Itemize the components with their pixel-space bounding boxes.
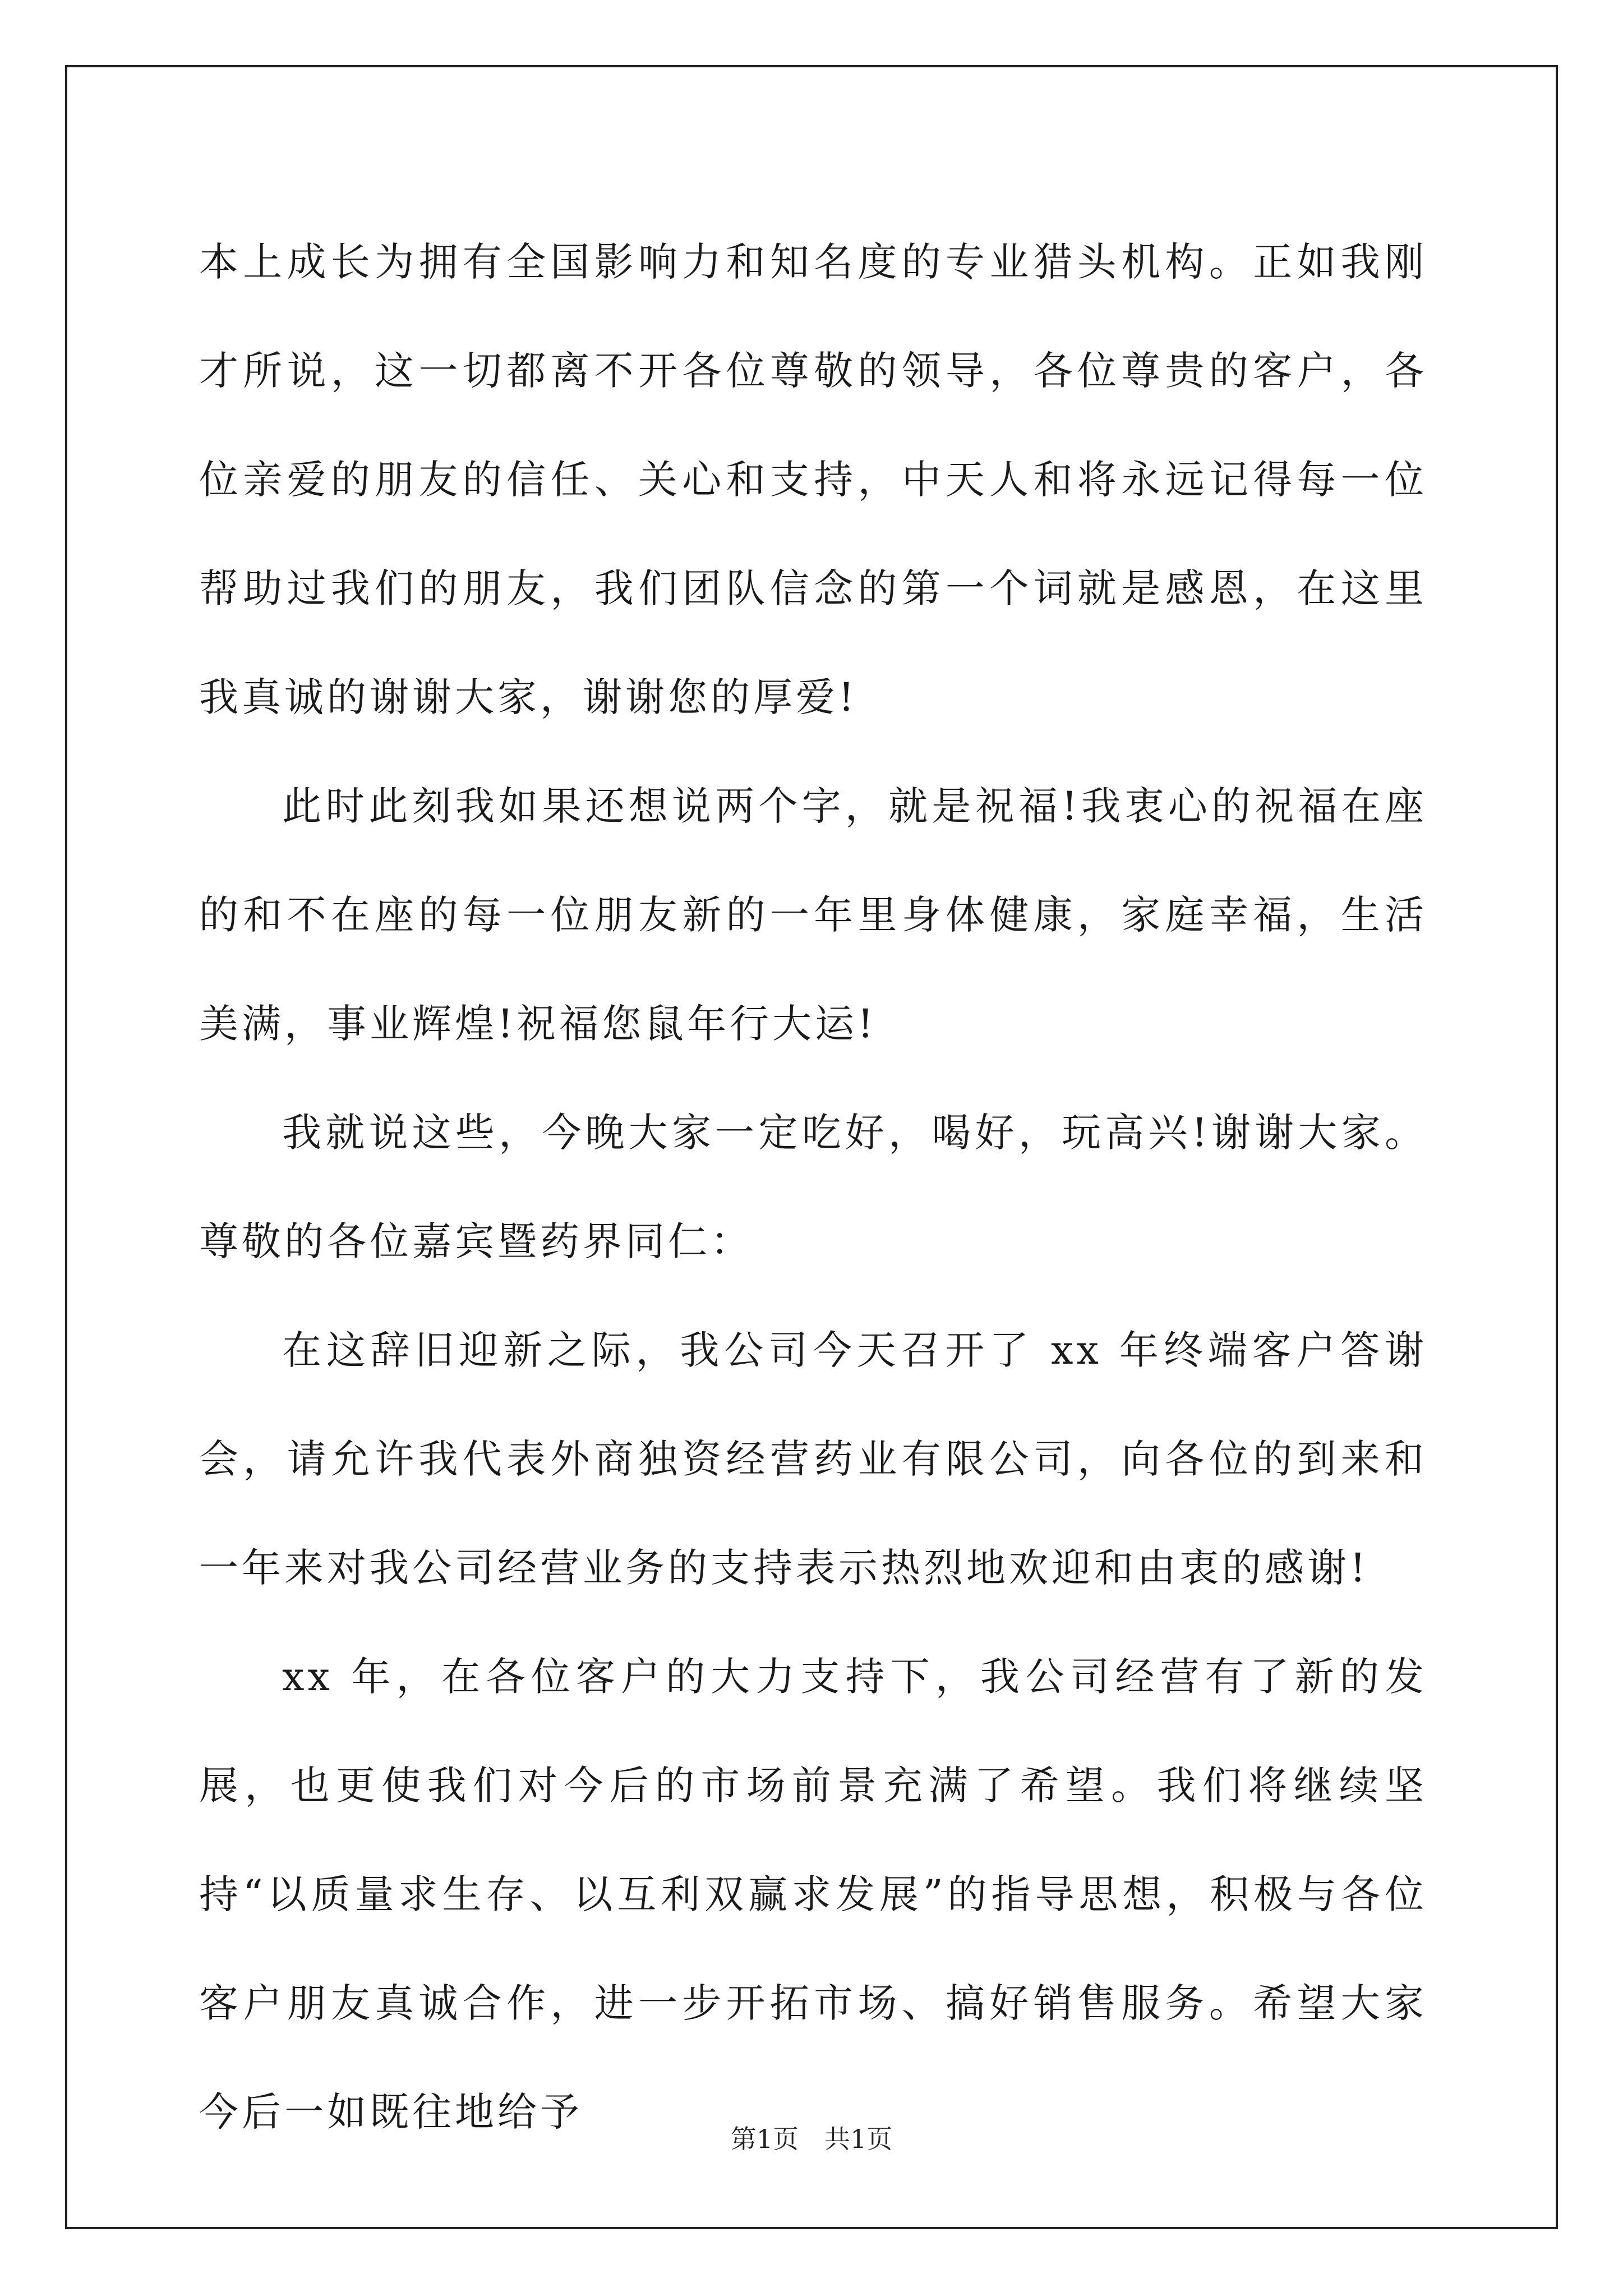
paragraph-4: 在这辞旧迎新之际，我公司今天召开了 xx 年终端客户答谢会，请允许我代表外商独资经营药业有限公司，向各位的到来和一年来对我公司经营业务的支持表示热烈地欢迎和由衷的感谢! [199,1327,1427,1591]
page-total: 共1页 [824,2124,893,2154]
page-number: 第1页 [730,2124,799,2154]
paragraph-5: xx 年，在各位客户的大力支持下，我公司经营有了新的发展，也更使我们对今后的市场前景充满了希望。我们将继续坚持“以质量求生存、以互利双赢求发展”的指导思想，积极与各位客户朋友真诚合作，进一步开拓市场、搞好销售服务。希望大家今后一如既往地给予 [199,1654,1427,2135]
document-body [199,208,1427,2166]
paragraph-3: 我就说这些，今晚大家一定吃好，喝好，玩高兴!谢谢大家。尊敬的各位嘉宾暨药界同仁： [199,1110,1427,1264]
paragraph-1: 本上成长为拥有全国影响力和知名度的专业猎头机构。正如我刚才所说，这一切都离不开各位尊敬的领导，各位尊贵的客户，各位亲爱的朋友的信任、关心和支持，中天人和将永远记得每一位帮助过我们的朋友，我们团队信念的第一个词就是感恩，在这里我真诚的谢谢大家，谢谢您的厚爱! [199,239,1427,720]
paragraph-2: 此时此刻我如果还想说两个字，就是祝福!我衷心的祝福在座的和不在座的每一位朋友新的一年里身体健康，家庭幸福，生活美满，事业辉煌!祝福您鼠年行大运! [199,783,1427,1047]
page-footer [0,2122,1623,2156]
